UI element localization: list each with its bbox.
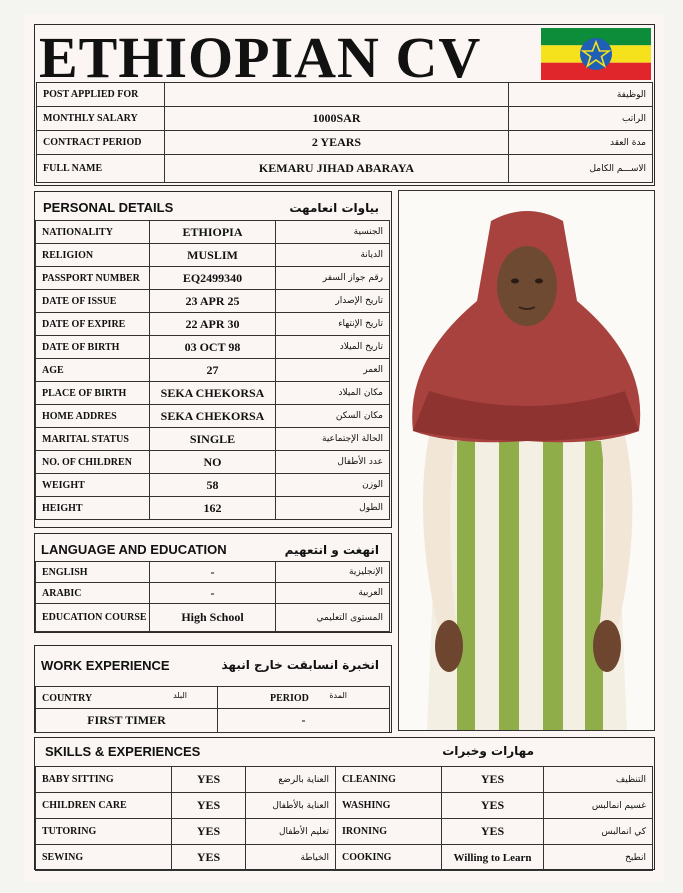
education-label: EDUCATION COURSE — [36, 604, 150, 632]
passport-label-ar: رقم جواز السفر — [276, 267, 390, 290]
weight-value: 58 — [150, 474, 276, 497]
period-label-ar: المدة — [329, 691, 347, 700]
age-label-ar: العمر — [276, 359, 390, 382]
country-header — [36, 687, 218, 709]
post-applied-label: POST APPLIED FOR — [37, 83, 165, 107]
arabic-value: - — [150, 583, 276, 604]
age-value: 27 — [150, 359, 276, 382]
skill-washing-label: WASHING — [336, 793, 442, 819]
date-of-birth-label: DATE OF BIRTH — [36, 336, 150, 359]
skill-cleaning-value: YES — [442, 767, 544, 793]
age-label: AGE — [36, 359, 150, 382]
skill-tutoring-label: TUTORING — [36, 819, 172, 845]
arabic-label: ARABIC — [36, 583, 150, 604]
weight-label: WEIGHT — [36, 474, 150, 497]
language-table — [35, 561, 390, 632]
date-of-issue-label-ar: تاريخ الإصدار — [276, 290, 390, 313]
skill-ironing-ar: كي انمالبس — [544, 819, 653, 845]
skill-washing-value: YES — [442, 793, 544, 819]
date-of-issue-label: DATE OF ISSUE — [36, 290, 150, 313]
work-experience-section — [34, 645, 392, 733]
place-of-birth-label-ar: مكان الميلاد — [276, 382, 390, 405]
marital-status-label: MARITAL STATUS — [36, 428, 150, 451]
marital-status-label-ar: الحالة الإجتماعية — [276, 428, 390, 451]
skill-baby-sitting-value: YES — [172, 767, 246, 793]
skills-table — [35, 766, 653, 871]
work-experience-title: WORK EXPERIENCE — [41, 658, 170, 673]
skill-baby-sitting-label: BABY SITTING — [36, 767, 172, 793]
skill-cleaning-ar: التنظيف — [544, 767, 653, 793]
skill-children-care-ar: العناية بالأطفال — [246, 793, 336, 819]
education-value: High School — [150, 604, 276, 632]
english-label-ar: الإنجليزية — [276, 562, 390, 583]
skill-tutoring-ar: تعليم الأطفال — [246, 819, 336, 845]
period-header — [218, 687, 390, 709]
nationality-label: NATIONALITY — [36, 221, 150, 244]
personal-details-table — [35, 220, 390, 520]
passport-value: EQ2499340 — [150, 267, 276, 290]
contract-label: CONTRACT PERIOD — [37, 131, 165, 155]
skill-sewing-value: YES — [172, 845, 246, 871]
english-label: ENGLISH — [36, 562, 150, 583]
skill-cooking-ar: انطبخ — [544, 845, 653, 871]
contract-value: 2 YEARS — [165, 131, 509, 155]
skill-cooking-label: COOKING — [336, 845, 442, 871]
home-address-value: SEKA CHEKORSA — [150, 405, 276, 428]
skill-tutoring-value: YES — [172, 819, 246, 845]
nationality-label-ar: الجنسية — [276, 221, 390, 244]
language-education-title-ar: انهغت و انتعهيم — [284, 543, 379, 557]
work-table — [35, 686, 390, 733]
skill-children-care-label: CHILDREN CARE — [36, 793, 172, 819]
date-of-expire-value: 22 APR 30 — [150, 313, 276, 336]
header-table — [36, 82, 653, 183]
personal-details-title-ar: بياوات انعامهت — [289, 201, 379, 215]
children-label: NO. OF CHILDREN — [36, 451, 150, 474]
salary-label: MONTHLY SALARY — [37, 107, 165, 131]
page-title: ETHIOPIAN CV — [39, 25, 482, 90]
weight-label-ar: الوزن — [276, 474, 390, 497]
salary-value: 1000SAR — [165, 107, 509, 131]
skill-cleaning-label: CLEANING — [336, 767, 442, 793]
marital-status-value: SINGLE — [150, 428, 276, 451]
ethiopian-flag-icon — [541, 28, 651, 80]
height-label-ar: الطول — [276, 497, 390, 520]
date-of-birth-value: 03 OCT 98 — [150, 336, 276, 359]
personal-details-title: PERSONAL DETAILS — [43, 200, 174, 215]
country-label: COUNTRY — [42, 692, 93, 704]
skills-section — [34, 737, 655, 870]
english-value: - — [150, 562, 276, 583]
full-name-label: FULL NAME — [37, 155, 165, 183]
salary-label-ar: الراتب — [509, 107, 653, 131]
place-of-birth-label: PLACE OF BIRTH — [36, 382, 150, 405]
height-value: 162 — [150, 497, 276, 520]
home-address-label: HOME ADDRES — [36, 405, 150, 428]
post-applied-label-ar: الوظيفة — [509, 83, 653, 107]
language-education-title: LANGUAGE AND EDUCATION — [41, 542, 227, 557]
country-value: FIRST TIMER — [36, 709, 218, 733]
skill-children-care-value: YES — [172, 793, 246, 819]
religion-label-ar: الديانة — [276, 244, 390, 267]
religion-value: MUSLIM — [150, 244, 276, 267]
children-value: NO — [150, 451, 276, 474]
candidate-photo — [398, 190, 655, 731]
skill-ironing-label: IRONING — [336, 819, 442, 845]
skills-title: SKILLS & EXPERIENCES — [45, 744, 201, 759]
date-of-issue-value: 23 APR 25 — [150, 290, 276, 313]
religion-label: RELIGION — [36, 244, 150, 267]
height-label: HEIGHT — [36, 497, 150, 520]
date-of-expire-label-ar: تاريخ الإنتهاء — [276, 313, 390, 336]
contract-label-ar: مدة العقد — [509, 131, 653, 155]
work-experience-title-ar: انخبرة انسابقت خارج انبهذ — [221, 658, 379, 672]
nationality-value: ETHIOPIA — [150, 221, 276, 244]
language-education-section — [34, 533, 392, 633]
country-label-ar: البلد — [173, 691, 187, 700]
full-name-label-ar: الاســـم الكامل — [509, 155, 653, 183]
education-label-ar: المستوى التعليمي — [276, 604, 390, 632]
skill-sewing-ar: الخياطة — [246, 845, 336, 871]
skill-sewing-label: SEWING — [36, 845, 172, 871]
skills-title-ar: مهارات وخبرات — [442, 744, 534, 758]
children-label-ar: عدد الأطفال — [276, 451, 390, 474]
skill-cooking-value: Willing to Learn — [442, 845, 544, 871]
skill-washing-ar: غسيم انمالبس — [544, 793, 653, 819]
skill-baby-sitting-ar: العناية بالرضع — [246, 767, 336, 793]
home-address-label-ar: مكان السكن — [276, 405, 390, 428]
passport-label: PASSPORT NUMBER — [36, 267, 150, 290]
period-value: - — [218, 709, 390, 733]
skill-ironing-value: YES — [442, 819, 544, 845]
period-label: PERIOD — [270, 692, 309, 704]
date-of-birth-label-ar: تاريخ الميلاد — [276, 336, 390, 359]
date-of-expire-label: DATE OF EXPIRE — [36, 313, 150, 336]
arabic-label-ar: العربية — [276, 583, 390, 604]
personal-details-section — [34, 191, 392, 528]
place-of-birth-value: SEKA CHEKORSA — [150, 382, 276, 405]
full-name-value: KEMARU JIHAD ABARAYA — [165, 155, 509, 183]
post-applied-value — [165, 83, 509, 107]
